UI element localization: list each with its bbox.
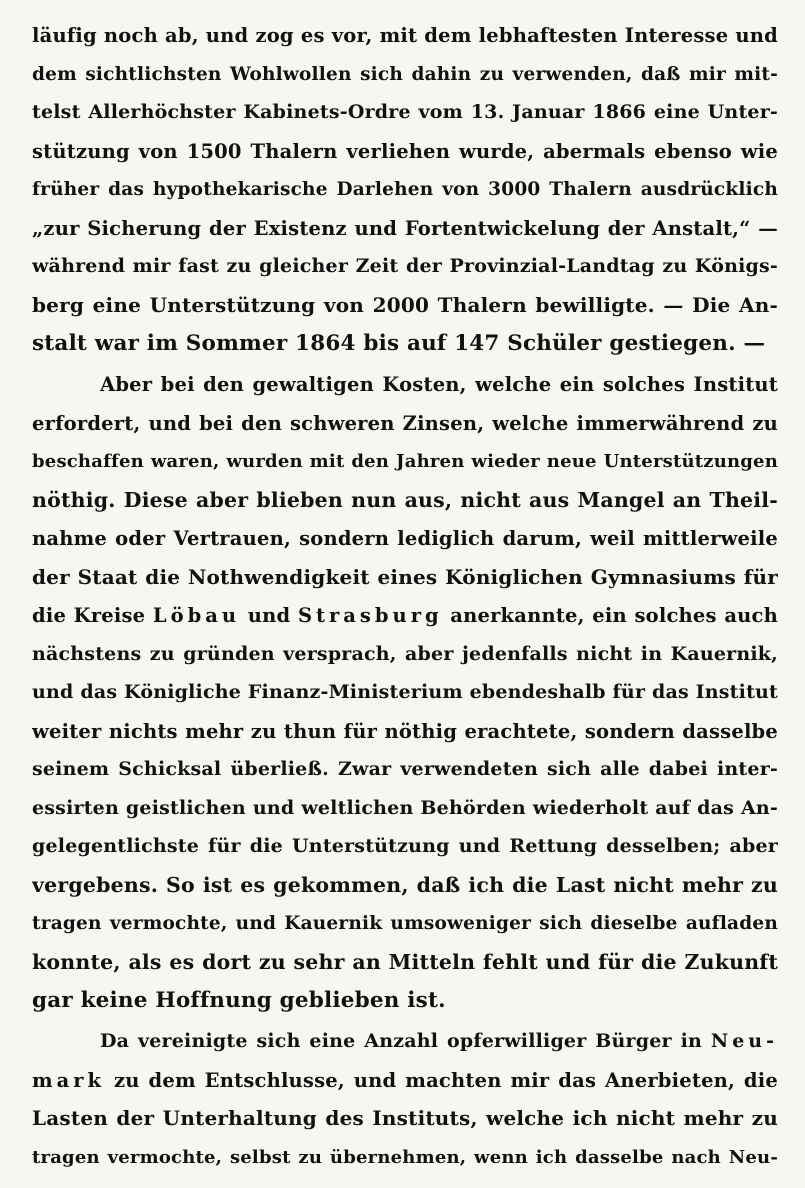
text-line: berg eine Unterstützung von 2000 Thalern bewilligte. — Die An- [32, 293, 778, 317]
text-line: „zur Sicherung der Existenz und Fortentwickelung der Anstalt,“ — [32, 217, 778, 240]
place-name-strasburg: Strasburg [297, 604, 443, 627]
text-line: vergebens. So ist es gekommen, daß ich die Last nicht mehr zu [32, 873, 778, 897]
text-line: nahme oder Vertrauen, sondern lediglich darum, weil mittlerweile [32, 527, 778, 550]
text-line: beschaffen waren, wurden mit den Jahren wieder neue Unterstützungen [32, 451, 778, 472]
text-line: nöthig. Diese aber blieben nun aus, nicht aus Mangel an Theil- [32, 488, 778, 512]
text-line: dem sichtlichsten Wohlwollen sich dahin zu verwenden, daß mir mit- [32, 64, 778, 85]
text-line: erfordert, und bei den schweren Zinsen, welche immerwährend zu [32, 412, 778, 435]
place-name-loebau: Löbau [152, 604, 241, 627]
text-line: der Staat die Nothwendigkeit eines Königlichen Gymnasiums für [32, 565, 778, 589]
text-line: stützung von 1500 Thalern verliehen wurde, abermals ebenso wie [32, 140, 778, 163]
text-line: telst Allerhöchster Kabinets-Ordre vom 13. Januar 1866 eine Unter- [32, 101, 778, 123]
text-line: nächstens zu gründen versprach, aber jedenfalls nicht in Kauernik, [32, 643, 778, 665]
paragraph-start-line: Aber bei den gewaltigen Kosten, welche ein solches Institut [100, 373, 778, 396]
text-line: während mir fast zu gleicher Zeit der Provinzial-Landtag zu Königs- [32, 255, 778, 277]
place-name-neumark: Neu- [710, 1030, 778, 1052]
text-run: zu dem Entschlusse, und machten mir das Anerbieten, die [105, 1069, 778, 1092]
text-line: essirten geistlichen und weltlichen Behörden wiederholt auf das An- [32, 797, 778, 819]
text-line: Lasten der Unterhaltung des Instituts, welche ich nicht mehr zu [32, 1106, 778, 1130]
text-run: Da vereinigte sich eine Anzahl opferwilliger Bürger in [100, 1030, 711, 1052]
place-name-neumark: mark [32, 1069, 106, 1092]
text-line: tragen vermochte, und Kauernik umsoweniger sich dieselbe aufladen [32, 913, 778, 934]
paragraph-start-line [100, 1023, 778, 1060]
text-line: stalt war im Sommer 1864 bis auf 147 Schüler gestiegen. — [32, 331, 766, 356]
text-line [32, 597, 778, 634]
text-line: seinem Schicksal überließ. Zwar verwendeten sich alle dabei inter- [32, 758, 778, 780]
text-line: und das Königliche Finanz-Ministerium ebendeshalb für das Institut [32, 681, 778, 703]
text-line: läufig noch ab, und zog es vor, mit dem lebhaftesten Interesse und [32, 24, 778, 47]
text-run: die Kreise [32, 604, 153, 627]
text-run: anerkannte, ein solches auch [442, 604, 778, 627]
text-run: und [240, 604, 298, 627]
text-line: gar keine Hoffnung geblieben ist. [32, 988, 446, 1013]
text-line: konnte, als es dort zu sehr an Mitteln fehlt und für die Zukunft [32, 950, 778, 974]
text-line: früher das hypothekarische Darlehen von 3000 Thalern ausdrücklich [32, 179, 778, 200]
text-line: weiter nichts mehr zu thun für nöthig erachtete, sondern dasselbe [32, 720, 778, 743]
text-line: gelegentlichste für die Unterstützung und Rettung desselben; aber [32, 835, 778, 857]
text-line [32, 1062, 778, 1099]
text-line: tragen vermochte, selbst zu übernehmen, wenn ich dasselbe nach Neu- [32, 1147, 778, 1168]
